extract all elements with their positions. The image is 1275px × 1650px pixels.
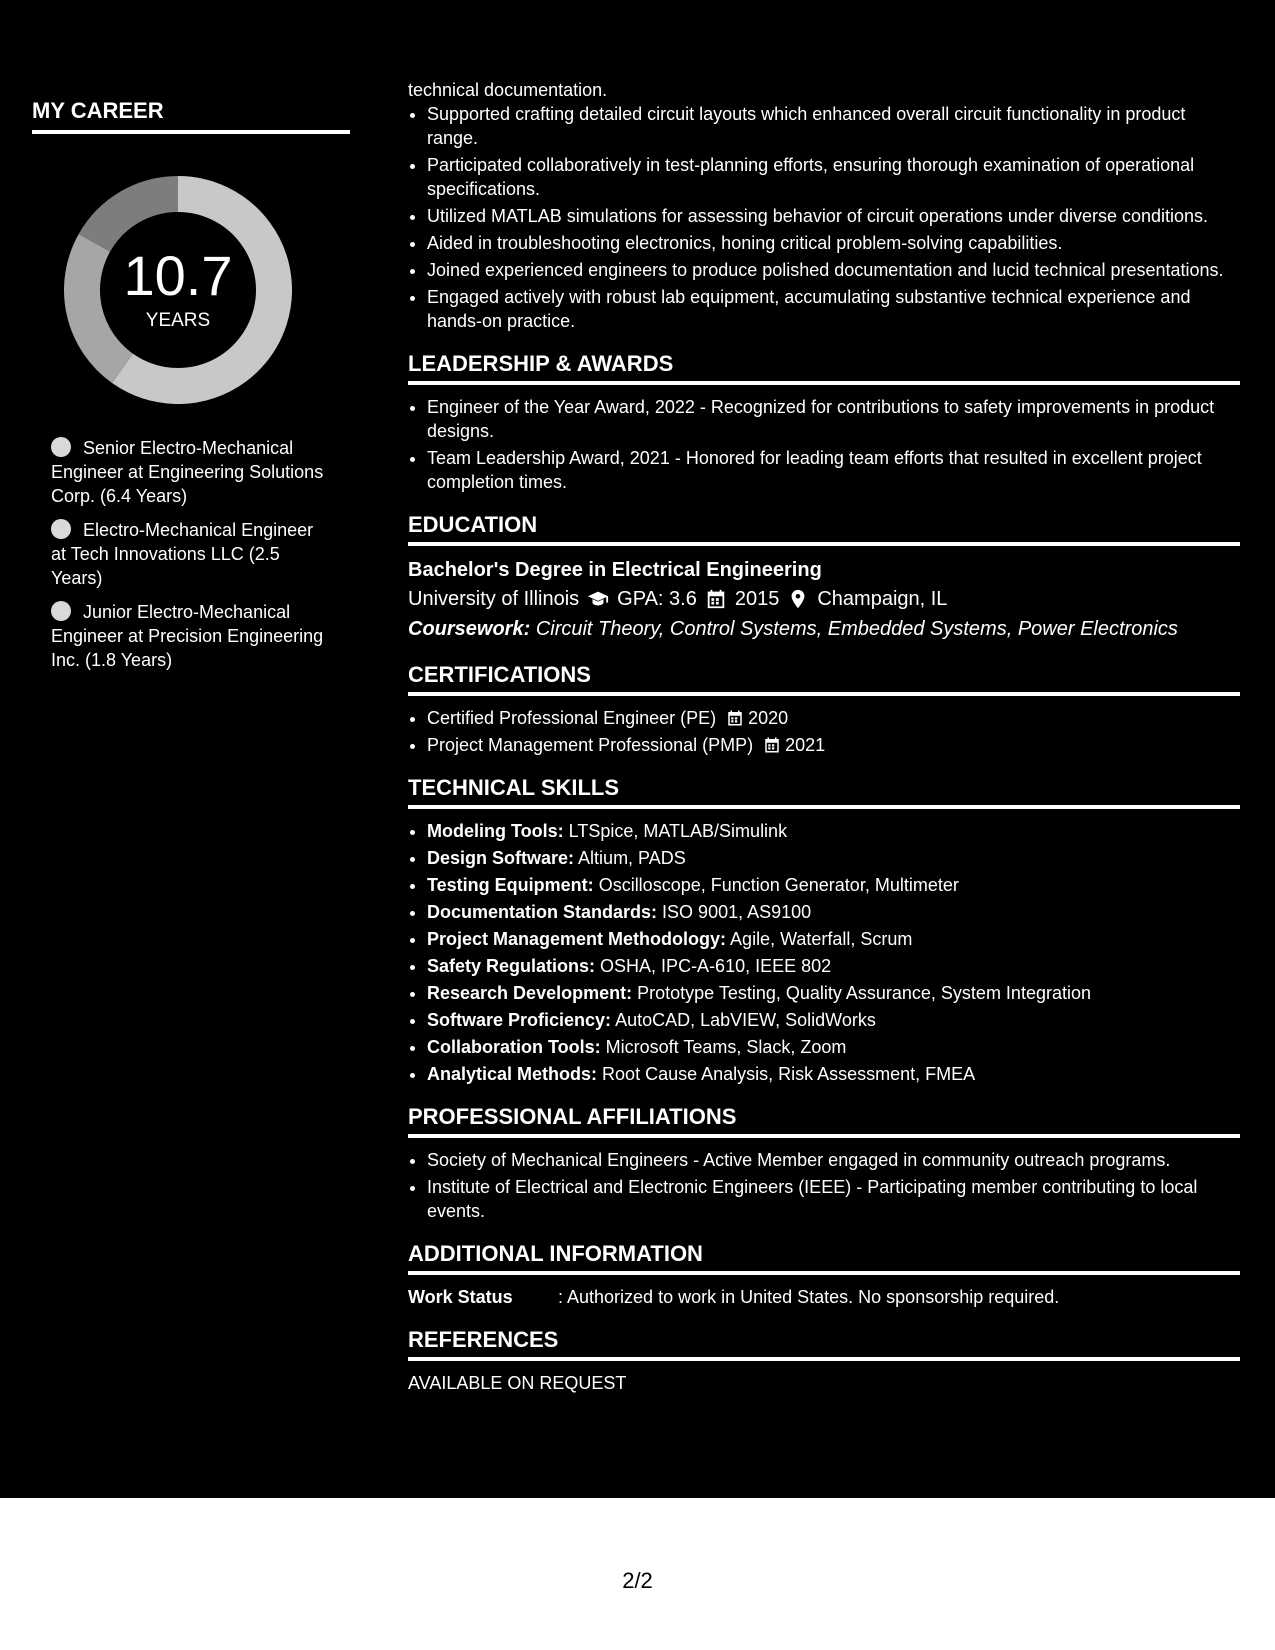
experience-bullets (408, 102, 1240, 333)
list-item: • Participated collaboratively in test-planning efforts, ensuring thorough examination of operational specifications. (427, 153, 1240, 201)
page-number: 2/2 (622, 1568, 653, 1593)
list-item: • Team Leadership Award, 2021 - Honored for leading team efforts that resulted in excellent project completion times. (427, 446, 1240, 494)
calendar-icon (705, 588, 727, 610)
skill-label: Software Proficiency: (427, 1010, 612, 1030)
skills-heading: TECHNICAL SKILLS (408, 775, 1240, 809)
bullet-dot-icon (51, 519, 71, 539)
list-item: • Society of Mechanical Engineers - Active Member engaged in community outreach programs. (427, 1148, 1240, 1172)
skill-label: Modeling Tools: (427, 821, 564, 841)
location-pin-icon (787, 588, 809, 610)
skill-label: Analytical Methods: (427, 1064, 598, 1084)
list-item (427, 706, 1240, 730)
references-text: AVAILABLE ON REQUEST (408, 1373, 627, 1393)
school-name: University of Illinois (408, 588, 580, 610)
skill-value: Microsoft Teams, Slack, Zoom (605, 1037, 847, 1057)
list-item: • Joined experienced engineers to produce polished documentation and lucid technical presentations. (427, 258, 1240, 282)
list-item (427, 1062, 1240, 1086)
list-item (427, 1008, 1240, 1032)
work-status-value: : Authorized to work in United States. No sponsorship required. (558, 1287, 1060, 1307)
skill-value: Root Cause Analysis, Risk Assessment, FMEA (602, 1064, 976, 1084)
list-item (427, 954, 1240, 978)
career-item (51, 518, 331, 590)
list-item (427, 981, 1240, 1005)
list-item: • Engineer of the Year Award, 2022 - Recognized for contributions to safety improvements in product designs. (427, 395, 1240, 443)
skill-label: Project Management Methodology: (427, 929, 727, 949)
calendar-icon (726, 709, 744, 727)
cert-year: 2021 (785, 735, 826, 755)
list-item: • Supported crafting detailed circuit layouts which enhanced overall circuit functionality in product range. (427, 102, 1240, 150)
work-status-row (408, 1285, 1240, 1309)
skill-value: OSHA, IPC-A-610, IEEE 802 (600, 956, 832, 976)
list-item: • Aided in troubleshooting electronics, honing critical problem-solving capabilities. (427, 231, 1240, 255)
main-content (408, 78, 1240, 1395)
education-meta (408, 584, 1240, 614)
list-item (427, 733, 1240, 757)
skill-value: AutoCAD, LabVIEW, SolidWorks (615, 1010, 876, 1030)
coursework-label: Coursework: (408, 618, 531, 640)
affiliations-heading: PROFESSIONAL AFFILIATIONS (408, 1104, 1240, 1138)
skill-label: Design Software: (427, 848, 575, 868)
skill-value: Agile, Waterfall, Scrum (730, 929, 913, 949)
bullet-dot-icon (51, 601, 71, 621)
career-item (51, 436, 331, 508)
career-label: Electro-Mechanical Engineer at Tech Innovations LLC (2.5 Years) (51, 520, 314, 588)
certifications-heading: CERTIFICATIONS (408, 662, 1240, 696)
career-list (51, 436, 331, 682)
cert-year: 2020 (748, 708, 789, 728)
skill-value: Altium, PADS (578, 848, 686, 868)
coursework (408, 614, 1240, 644)
list-item: • Engaged actively with robust lab equipment, accumulating substantive technical experience and hands-on practice. (427, 285, 1240, 333)
graduation-cap-icon (587, 588, 609, 610)
list-item: • Utilized MATLAB simulations for assessing behavior of circuit operations under diverse conditions. (427, 204, 1240, 228)
work-status-label: Work Status (408, 1287, 513, 1307)
sidebar (0, 0, 380, 1498)
career-heading: MY CAREER (32, 98, 350, 134)
experience-continued-text: technical documentation. (408, 80, 608, 100)
references-heading: REFERENCES (408, 1327, 1240, 1361)
graduation-year: 2015 (734, 588, 780, 610)
certifications-list (408, 706, 1240, 757)
career-label: Junior Electro-Mechanical Engineer at Precision Engineering Inc. (1.8 Years) (51, 602, 324, 670)
list-item: • Institute of Electrical and Electronic Engineers (IEEE) - Participating member contributing to local events. (427, 1175, 1240, 1223)
bullet-dot-icon (51, 437, 71, 457)
coursework-value: Circuit Theory, Control Systems, Embedded Systems, Power Electronics (535, 618, 1178, 640)
skill-value: LTSpice, MATLAB/Simulink (568, 821, 788, 841)
additional-info-heading: ADDITIONAL INFORMATION (408, 1241, 1240, 1275)
leadership-list (408, 395, 1240, 494)
skill-label: Testing Equipment: (427, 875, 594, 895)
skill-label: Research Development: (427, 983, 633, 1003)
cert-name: Certified Professional Engineer (PE) (427, 708, 717, 728)
donut-segment (94, 194, 178, 243)
gpa: GPA: 3.6 (617, 588, 697, 610)
career-label: Senior Electro-Mechanical Engineer at Engineering Solutions Corp. (6.4 Years) (51, 438, 324, 506)
skills-list (408, 819, 1240, 1086)
skill-label: Collaboration Tools: (427, 1037, 601, 1057)
calendar-icon (763, 736, 781, 754)
list-item (427, 846, 1240, 870)
skill-value: Prototype Testing, Quality Assurance, System Integration (637, 983, 1091, 1003)
skill-label: Safety Regulations: (427, 956, 596, 976)
total-years-unit: YEARS (145, 310, 211, 331)
list-item (427, 1035, 1240, 1059)
list-item (427, 900, 1240, 924)
skill-value: ISO 9001, AS9100 (662, 902, 812, 922)
education-heading: EDUCATION (408, 512, 1240, 546)
leadership-heading: LEADERSHIP & AWARDS (408, 351, 1240, 385)
career-item (51, 600, 331, 672)
affiliations-list (408, 1148, 1240, 1223)
skill-label: Documentation Standards: (427, 902, 658, 922)
skill-value: Oscilloscope, Function Generator, Multimeter (598, 875, 959, 895)
list-item (427, 819, 1240, 843)
cert-name: Project Management Professional (PMP) (427, 735, 754, 755)
list-item (427, 873, 1240, 897)
degree-title: Bachelor's Degree in Electrical Engineering (408, 559, 822, 581)
school-location: Champaign, IL (817, 588, 948, 610)
list-item (427, 927, 1240, 951)
total-years-value: 10.7 (123, 244, 233, 307)
